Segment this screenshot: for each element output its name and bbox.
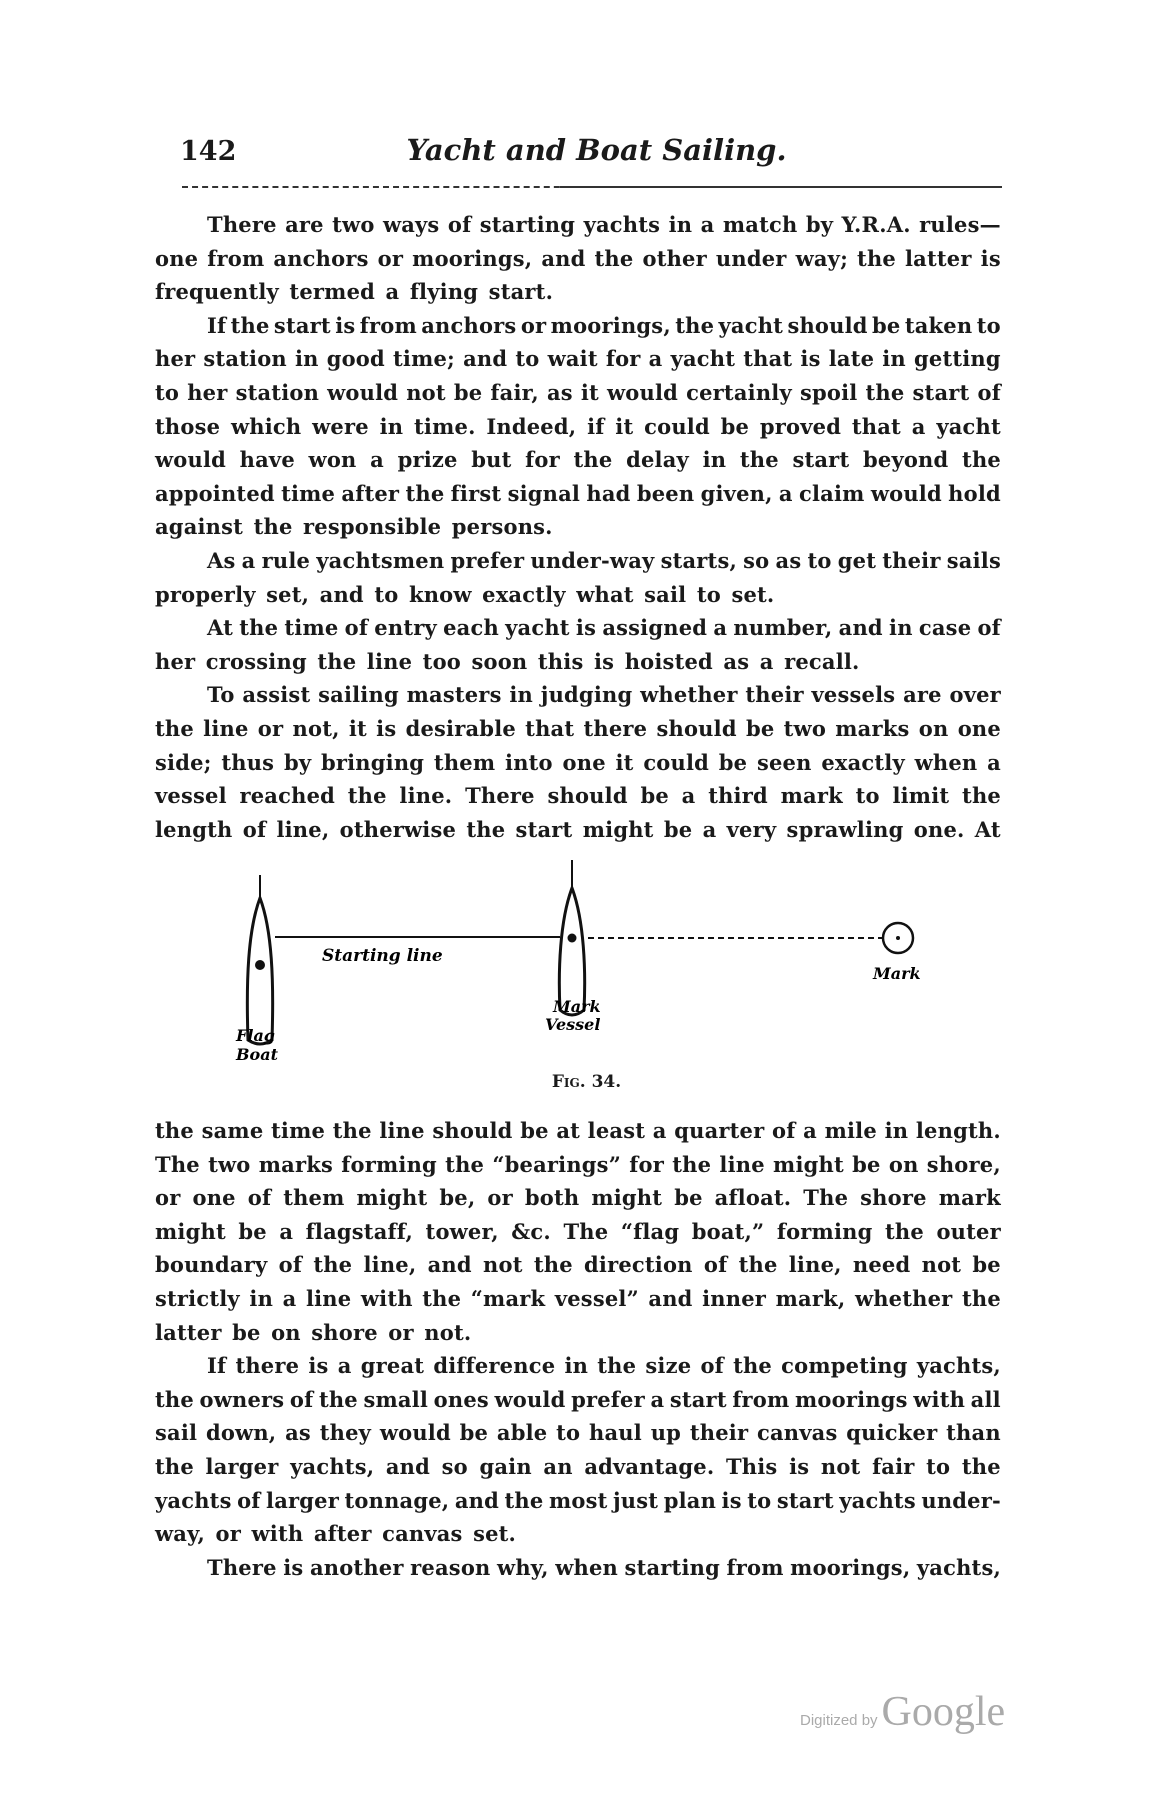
text-line: to her station would not be fair, as it would certainly spoil the start of xyxy=(155,380,1001,405)
text-line: The two marks forming the “bearings” for the line might be on shore, xyxy=(155,1151,1001,1177)
text-line: her crossing the line too soon this is hoisted as a recall. xyxy=(155,648,860,674)
text-line: the larger yachts, and so gain an advantage. This is not fair to the xyxy=(155,1454,1001,1479)
flag-boat-label: Flag xyxy=(236,1026,275,1045)
mark-buoy-icon xyxy=(883,923,913,953)
mark-vessel-icon xyxy=(559,860,584,1015)
text-line: If the start is from anchors or moorings, the yacht should be taken to xyxy=(207,312,1001,338)
digitized-watermark: Digitized by Google xyxy=(800,1689,1006,1735)
page-number: 142 xyxy=(180,136,237,167)
starting-line-label: Starting line xyxy=(322,946,443,966)
figure-caption: Fig. 34. xyxy=(551,1072,622,1092)
header-rule xyxy=(560,186,1002,188)
text-line: boundary of the line, and not the direction of the line, need not be xyxy=(155,1252,1001,1278)
text-line: the same time the line should be at least a quarter of a mile in length. xyxy=(155,1118,1001,1143)
text-line: one from anchors or moorings, and the other under way; the latter is xyxy=(155,245,1001,271)
text-line: yachts of larger tonnage, and the most just plan is to start yachts under- xyxy=(155,1487,1001,1513)
text-line: appointed time after the first signal had been given, a claim would hold xyxy=(155,480,1001,506)
text-line: strictly in a line with the “mark vessel” and inner mark, whether the xyxy=(155,1286,1001,1311)
flag-boat-icon xyxy=(247,875,272,1044)
text-line: her station in good time; and to wait for a yacht that is late in getting xyxy=(155,346,1001,372)
text-line: sail down, as they would be able to haul up their canvas quicker than xyxy=(155,1420,1001,1446)
text-line: would have won a prize but for the delay in the start beyond the xyxy=(155,447,1001,473)
text-line: To assist sailing masters in judging whether their vessels are over xyxy=(207,682,1001,708)
figure-34-diagram xyxy=(0,860,1153,1090)
text-line: length of line, otherwise the start might be a very sprawling one. At xyxy=(155,816,1001,842)
text-line: those which were in time. Indeed, if it could be proved that a yacht xyxy=(155,413,1001,439)
text-line: side; thus by bringing them into one it could be seen exactly when a xyxy=(155,749,1001,775)
text-line: properly set, and to know exactly what sail to set. xyxy=(155,581,775,607)
text-line: If there is a great difference in the size of the competing yachts, xyxy=(207,1353,1001,1379)
text-line: the line or not, it is desirable that there should be two marks on one xyxy=(155,716,1001,741)
mark-vessel-label: Mark xyxy=(553,997,601,1016)
text-line: latter be on shore or not. xyxy=(155,1319,472,1345)
text-line: might be a flagstaff, tower, &c. The “flag boat,” forming the outer xyxy=(155,1218,1001,1244)
text-line: way, or with after canvas set. xyxy=(155,1521,517,1547)
text-line: or one of them might be, or both might be afloat. The shore mark xyxy=(155,1185,1001,1211)
mark-vessel-label: Vessel xyxy=(545,1015,601,1034)
text-line: As a rule yachtsmen prefer under-way starts, so as to get their sails xyxy=(207,548,1001,573)
text-line: against the responsible persons. xyxy=(155,514,553,540)
text-line: frequently termed a flying start. xyxy=(155,279,554,305)
flag-boat-label: Boat xyxy=(236,1045,278,1064)
text-line: At the time of entry each yacht is assigned a number, and in case of xyxy=(207,615,1001,641)
running-title: Yacht and Boat Sailing. xyxy=(406,133,787,167)
text-line: There is another reason why, when starting from moorings, yachts, xyxy=(207,1554,1001,1580)
text-line: vessel reached the line. There should be a third mark to limit the xyxy=(155,783,1001,809)
mark-label: Mark xyxy=(873,964,921,983)
text-line: the owners of the small ones would prefer a start from moorings with all xyxy=(155,1386,1001,1412)
text-line: There are two ways of starting yachts in a match by Y.R.A. rules— xyxy=(207,212,1001,237)
